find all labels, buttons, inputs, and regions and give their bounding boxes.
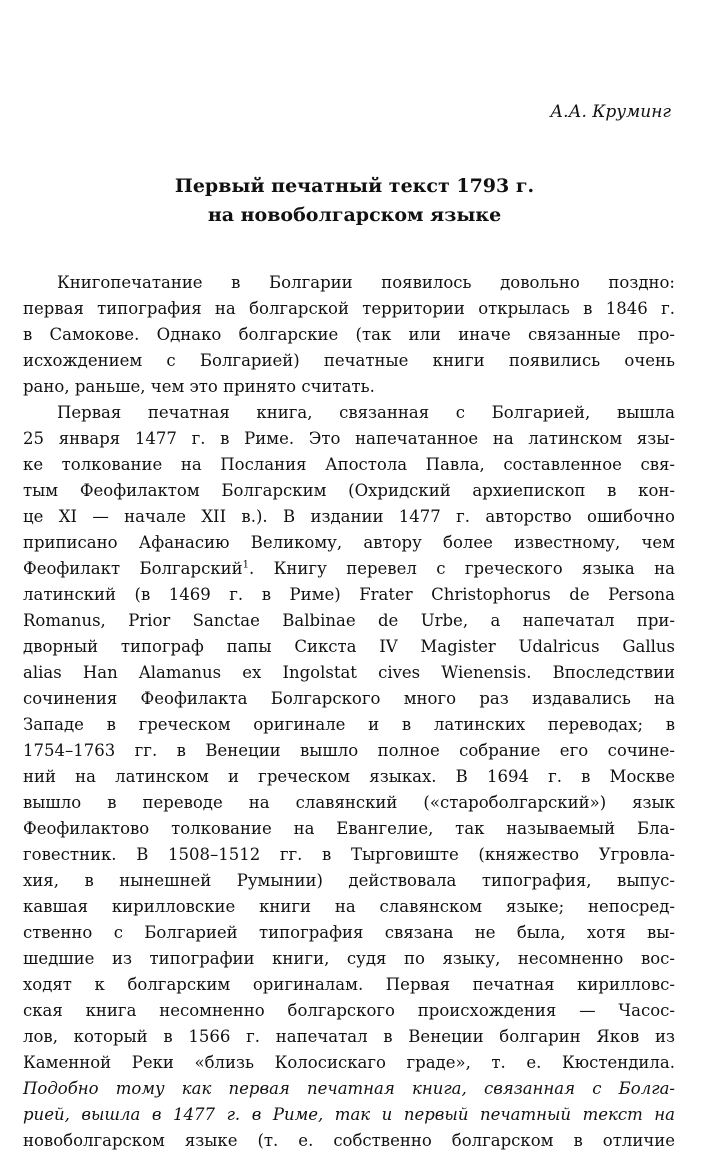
text-line: ний на латинском и греческом языках. В 1694 г. в Москве	[23, 767, 675, 786]
text-segment: Феофилакт Болгарский	[23, 559, 243, 578]
text-line: приписано Афанасию Великому, автору более известному, чем	[23, 533, 675, 552]
text-line: це XI — начале XII в.). В издании 1477 г. авторство ошибочно	[23, 507, 675, 526]
text-line: хия, в нынешней Румынии) действовала типография, выпус-	[23, 871, 675, 890]
text-line: исхождением с Болгарией) печатные книги появились очень	[23, 351, 675, 370]
text-line-with-footnote	[23, 556, 675, 582]
text-line: ская книга несомненно болгарского происхождения — Часос-	[23, 1001, 675, 1020]
text-line: 1754–1763 гг. в Венеции вышло полное собрание его сочине-	[23, 741, 675, 760]
text-line: Первая печатная книга, связанная с Болгарией, вышла	[57, 403, 675, 422]
text-line: кавшая кирилловские книги на славянском языке; непосред-	[23, 897, 675, 916]
text-line: Каменной Реки «близь Колосискаго граде», т. е. Кюстендила.	[23, 1053, 675, 1072]
text-line: Romanus, Prior Sanctae Balbinae de Urbe, а напечатал при-	[23, 611, 675, 630]
article-body	[23, 270, 675, 1154]
text-segment: . Книгу перевел с греческого языка на	[249, 559, 675, 578]
text-line: латинский (в 1469 г. в Риме) Frater Christophorus de Persona	[23, 585, 675, 604]
text-line: тым Феофилактом Болгарским (Охридский архиепископ в кон-	[23, 481, 675, 500]
text-line: лов, который в 1566 г. напечатал в Венеции болгарин Яков из	[23, 1027, 675, 1046]
text-line-mixed	[23, 1128, 675, 1154]
text-line: сочинения Феофилакта Болгарского много раз издавались на	[23, 689, 675, 708]
text-line: первая типография на болгарской территории открылась в 1846 г.	[23, 299, 675, 318]
article-title	[0, 172, 709, 230]
text-line: 25 января 1477 г. в Риме. Это напечатанное на латинском язы-	[23, 429, 675, 448]
text-line: alias Han Alamanus ex Ingolstat cives Wienensis. Впоследствии	[23, 663, 675, 682]
text-line: рано, раньше, чем это принято считать.	[23, 377, 375, 396]
text-line: ственно с Болгарией типография связана не была, хотя вы-	[23, 923, 675, 942]
text-line: ходят к болгарским оригиналам. Первая печатная кирилловс-	[23, 975, 675, 994]
text-line: Феофилактово толкование на Евангелие, так называемый Бла-	[23, 819, 675, 838]
text-segment: языке (т. е. собственно болгарском в отличие	[164, 1131, 675, 1150]
text-line: в Самокове. Однако болгарские (так или иначе связанные про-	[23, 325, 675, 344]
footnote-marker[interactable]: 1	[242, 559, 249, 571]
text-line: говестник. В 1508–1512 гг. в Тырговиште (княжество Угровла-	[23, 845, 675, 864]
text-line: Книгопечатание в Болгарии появилось довольно поздно:	[57, 273, 675, 292]
text-line: ке толкование на Послания Апостола Павла, составленное свя-	[23, 455, 675, 474]
text-line: вышло в переводе на славянский («староболгарский») язык	[23, 793, 675, 812]
author-name: А.А. Круминг	[550, 102, 671, 122]
text-line: шедшие из типографии книги, судя по языку, несомненно вос-	[23, 949, 675, 968]
title-line-2: на новоболгарском языке	[207, 204, 502, 226]
text-line-italic: рией, вышла в 1477 г. в Риме, так и первый печатный текст на	[23, 1105, 675, 1124]
text-line: Западе в греческом оригинале и в латинских переводах; в	[23, 715, 675, 734]
text-segment: новоболгарском	[23, 1131, 165, 1150]
text-line-italic: Подобно тому как первая печатная книга, связанная с Болга-	[23, 1079, 675, 1098]
text-line: дворный типограф папы Сикста IV Magister Udalricus Gallus	[23, 637, 675, 656]
title-line-1: Первый печатный текст 1793 г.	[174, 175, 535, 197]
